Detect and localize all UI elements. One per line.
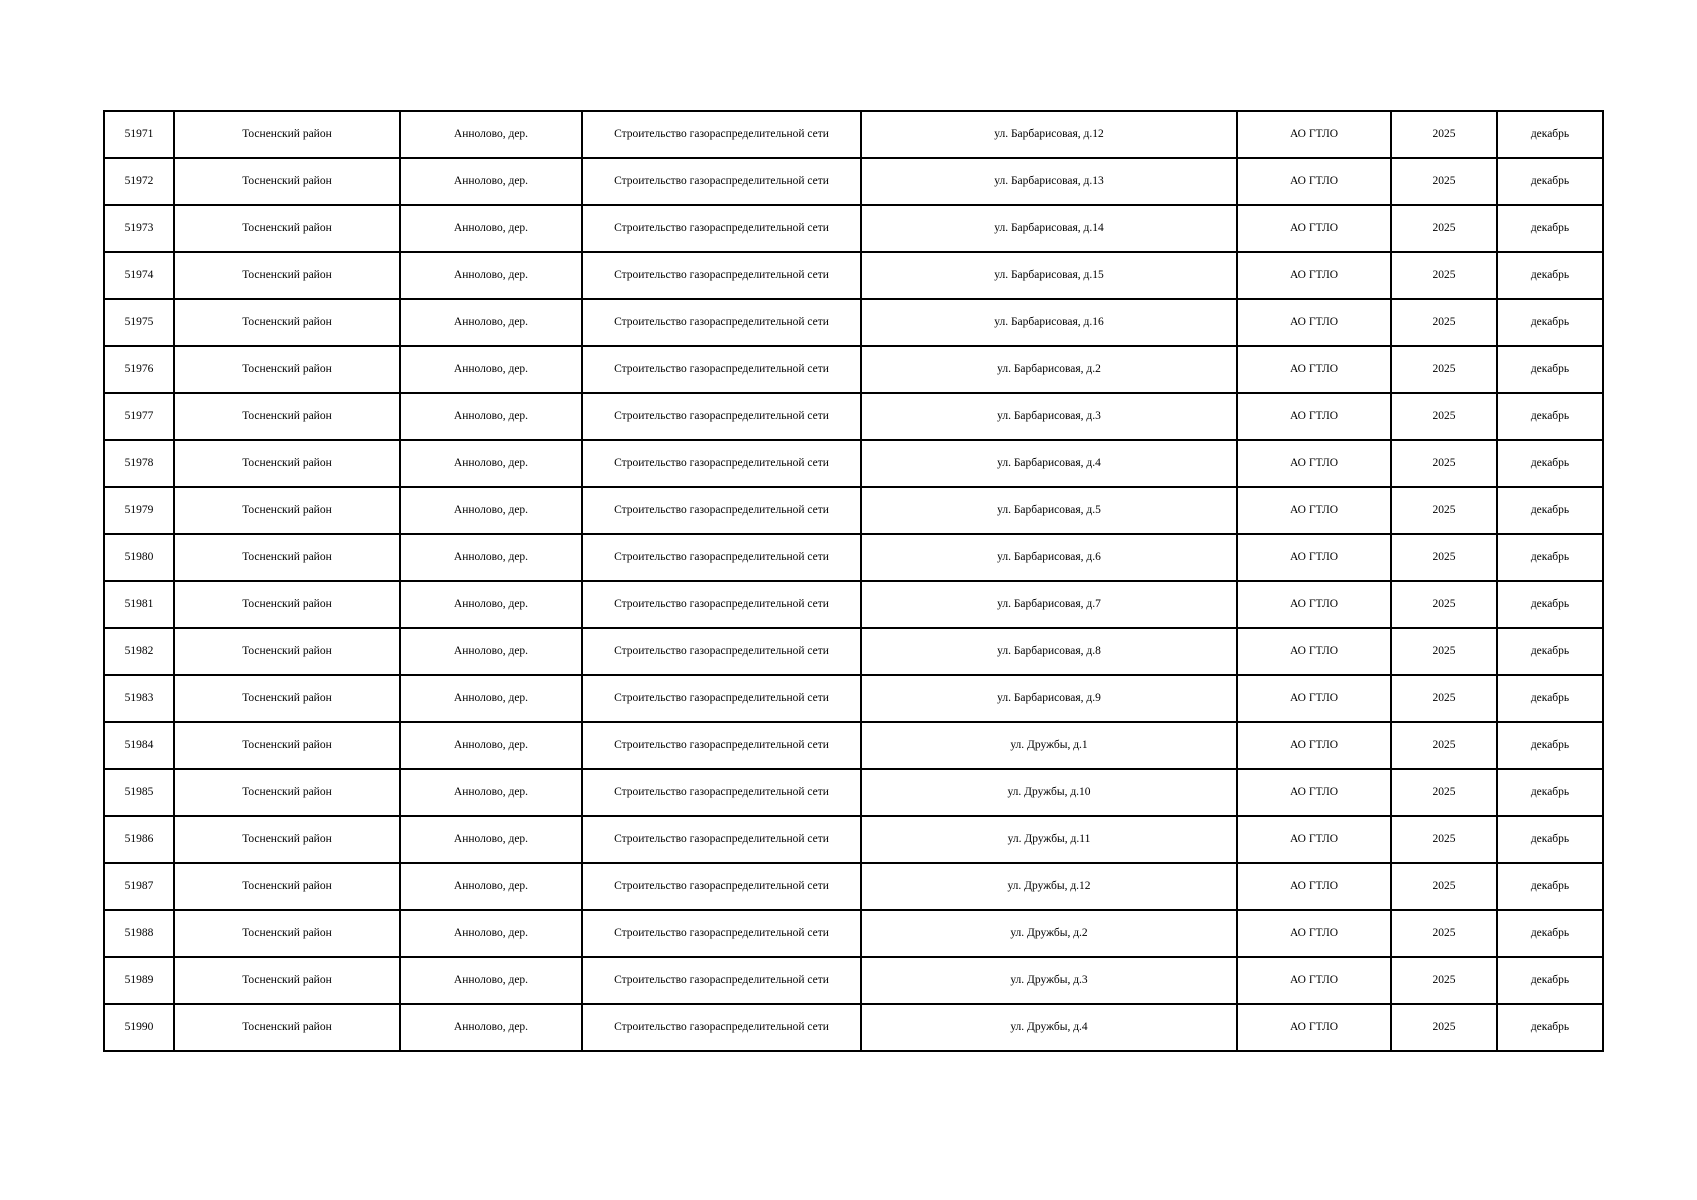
settlement-cell: Аннолово, дер.: [400, 722, 582, 769]
row-number-cell: 51984: [104, 722, 174, 769]
table-row: [104, 440, 1603, 487]
work-type-cell: Строительство газораспределительной сети: [582, 863, 861, 910]
district-cell: Тосненский район: [174, 487, 400, 534]
address-cell: ул. Дружбы, д.12: [861, 863, 1237, 910]
year-cell: 2025: [1391, 252, 1497, 299]
district-cell: Тосненский район: [174, 534, 400, 581]
table-row: [104, 910, 1603, 957]
month-cell: декабрь: [1497, 957, 1603, 1004]
district-cell: Тосненский район: [174, 440, 400, 487]
work-type-cell: Строительство газораспределительной сети: [582, 299, 861, 346]
organization-cell: АО ГТЛО: [1237, 205, 1391, 252]
year-cell: 2025: [1391, 581, 1497, 628]
table-row: [104, 816, 1603, 863]
work-type-cell: Строительство газораспределительной сети: [582, 487, 861, 534]
row-number-cell: 51980: [104, 534, 174, 581]
row-number-cell: 51983: [104, 675, 174, 722]
month-cell: декабрь: [1497, 299, 1603, 346]
month-cell: декабрь: [1497, 440, 1603, 487]
month-cell: декабрь: [1497, 534, 1603, 581]
settlement-cell: Аннолово, дер.: [400, 957, 582, 1004]
organization-cell: АО ГТЛО: [1237, 863, 1391, 910]
work-type-cell: Строительство газораспределительной сети: [582, 205, 861, 252]
work-type-cell: Строительство газораспределительной сети: [582, 910, 861, 957]
settlement-cell: Аннолово, дер.: [400, 205, 582, 252]
settlement-cell: Аннолово, дер.: [400, 675, 582, 722]
settlement-cell: Аннолово, дер.: [400, 393, 582, 440]
year-cell: 2025: [1391, 487, 1497, 534]
row-number-cell: 51989: [104, 957, 174, 1004]
table-row: [104, 299, 1603, 346]
district-cell: Тосненский район: [174, 957, 400, 1004]
organization-cell: АО ГТЛО: [1237, 910, 1391, 957]
address-cell: ул. Барбарисовая, д.9: [861, 675, 1237, 722]
month-cell: декабрь: [1497, 252, 1603, 299]
settlement-cell: Аннолово, дер.: [400, 628, 582, 675]
address-cell: ул. Дружбы, д.2: [861, 910, 1237, 957]
district-cell: Тосненский район: [174, 910, 400, 957]
year-cell: 2025: [1391, 628, 1497, 675]
schedule-table: [103, 110, 1604, 1052]
year-cell: 2025: [1391, 440, 1497, 487]
month-cell: декабрь: [1497, 675, 1603, 722]
settlement-cell: Аннолово, дер.: [400, 111, 582, 158]
work-type-cell: Строительство газораспределительной сети: [582, 534, 861, 581]
organization-cell: АО ГТЛО: [1237, 769, 1391, 816]
month-cell: декабрь: [1497, 910, 1603, 957]
table-row: [104, 769, 1603, 816]
work-type-cell: Строительство газораспределительной сети: [582, 675, 861, 722]
row-number-cell: 51986: [104, 816, 174, 863]
settlement-cell: Аннолово, дер.: [400, 581, 582, 628]
work-type-cell: Строительство газораспределительной сети: [582, 581, 861, 628]
settlement-cell: Аннолово, дер.: [400, 158, 582, 205]
settlement-cell: Аннолово, дер.: [400, 299, 582, 346]
work-type-cell: Строительство газораспределительной сети: [582, 111, 861, 158]
settlement-cell: Аннолово, дер.: [400, 863, 582, 910]
row-number-cell: 51988: [104, 910, 174, 957]
year-cell: 2025: [1391, 816, 1497, 863]
table-row: [104, 957, 1603, 1004]
row-number-cell: 51990: [104, 1004, 174, 1051]
row-number-cell: 51987: [104, 863, 174, 910]
year-cell: 2025: [1391, 769, 1497, 816]
year-cell: 2025: [1391, 1004, 1497, 1051]
district-cell: Тосненский район: [174, 675, 400, 722]
address-cell: ул. Барбарисовая, д.5: [861, 487, 1237, 534]
settlement-cell: Аннолово, дер.: [400, 252, 582, 299]
organization-cell: АО ГТЛО: [1237, 675, 1391, 722]
address-cell: ул. Барбарисовая, д.2: [861, 346, 1237, 393]
work-type-cell: Строительство газораспределительной сети: [582, 1004, 861, 1051]
district-cell: Тосненский район: [174, 393, 400, 440]
month-cell: декабрь: [1497, 769, 1603, 816]
address-cell: ул. Дружбы, д.1: [861, 722, 1237, 769]
month-cell: декабрь: [1497, 628, 1603, 675]
table-row: [104, 863, 1603, 910]
work-type-cell: Строительство газораспределительной сети: [582, 440, 861, 487]
organization-cell: АО ГТЛО: [1237, 299, 1391, 346]
work-type-cell: Строительство газораспределительной сети: [582, 346, 861, 393]
settlement-cell: Аннолово, дер.: [400, 769, 582, 816]
district-cell: Тосненский район: [174, 816, 400, 863]
address-cell: ул. Дружбы, д.4: [861, 1004, 1237, 1051]
settlement-cell: Аннолово, дер.: [400, 440, 582, 487]
organization-cell: АО ГТЛО: [1237, 722, 1391, 769]
month-cell: декабрь: [1497, 111, 1603, 158]
row-number-cell: 51973: [104, 205, 174, 252]
organization-cell: АО ГТЛО: [1237, 581, 1391, 628]
settlement-cell: Аннолово, дер.: [400, 910, 582, 957]
address-cell: ул. Барбарисовая, д.16: [861, 299, 1237, 346]
address-cell: ул. Барбарисовая, д.13: [861, 158, 1237, 205]
year-cell: 2025: [1391, 863, 1497, 910]
month-cell: декабрь: [1497, 863, 1603, 910]
row-number-cell: 51975: [104, 299, 174, 346]
work-type-cell: Строительство газораспределительной сети: [582, 252, 861, 299]
month-cell: декабрь: [1497, 722, 1603, 769]
table-row: [104, 393, 1603, 440]
district-cell: Тосненский район: [174, 863, 400, 910]
address-cell: ул. Дружбы, д.3: [861, 957, 1237, 1004]
row-number-cell: 51982: [104, 628, 174, 675]
district-cell: Тосненский район: [174, 111, 400, 158]
row-number-cell: 51979: [104, 487, 174, 534]
year-cell: 2025: [1391, 722, 1497, 769]
month-cell: декабрь: [1497, 1004, 1603, 1051]
year-cell: 2025: [1391, 910, 1497, 957]
row-number-cell: 51972: [104, 158, 174, 205]
table-row: [104, 675, 1603, 722]
district-cell: Тосненский район: [174, 769, 400, 816]
district-cell: Тосненский район: [174, 628, 400, 675]
table-row: [104, 205, 1603, 252]
table-row: [104, 1004, 1603, 1051]
row-number-cell: 51985: [104, 769, 174, 816]
year-cell: 2025: [1391, 299, 1497, 346]
table-row: [104, 158, 1603, 205]
settlement-cell: Аннолово, дер.: [400, 346, 582, 393]
address-cell: ул. Барбарисовая, д.12: [861, 111, 1237, 158]
year-cell: 2025: [1391, 957, 1497, 1004]
month-cell: декабрь: [1497, 816, 1603, 863]
district-cell: Тосненский район: [174, 252, 400, 299]
district-cell: Тосненский район: [174, 1004, 400, 1051]
row-number-cell: 51977: [104, 393, 174, 440]
year-cell: 2025: [1391, 534, 1497, 581]
organization-cell: АО ГТЛО: [1237, 957, 1391, 1004]
organization-cell: АО ГТЛО: [1237, 252, 1391, 299]
year-cell: 2025: [1391, 393, 1497, 440]
organization-cell: АО ГТЛО: [1237, 440, 1391, 487]
year-cell: 2025: [1391, 111, 1497, 158]
work-type-cell: Строительство газораспределительной сети: [582, 393, 861, 440]
organization-cell: АО ГТЛО: [1237, 393, 1391, 440]
month-cell: декабрь: [1497, 158, 1603, 205]
district-cell: Тосненский район: [174, 722, 400, 769]
address-cell: ул. Барбарисовая, д.8: [861, 628, 1237, 675]
organization-cell: АО ГТЛО: [1237, 534, 1391, 581]
year-cell: 2025: [1391, 158, 1497, 205]
address-cell: ул. Барбарисовая, д.3: [861, 393, 1237, 440]
organization-cell: АО ГТЛО: [1237, 158, 1391, 205]
row-number-cell: 51981: [104, 581, 174, 628]
year-cell: 2025: [1391, 675, 1497, 722]
row-number-cell: 51974: [104, 252, 174, 299]
address-cell: ул. Барбарисовая, д.7: [861, 581, 1237, 628]
organization-cell: АО ГТЛО: [1237, 628, 1391, 675]
address-cell: ул. Барбарисовая, д.6: [861, 534, 1237, 581]
row-number-cell: 51971: [104, 111, 174, 158]
district-cell: Тосненский район: [174, 299, 400, 346]
table-row: [104, 722, 1603, 769]
month-cell: декабрь: [1497, 393, 1603, 440]
organization-cell: АО ГТЛО: [1237, 1004, 1391, 1051]
address-cell: ул. Барбарисовая, д.15: [861, 252, 1237, 299]
month-cell: декабрь: [1497, 487, 1603, 534]
address-cell: ул. Барбарисовая, д.4: [861, 440, 1237, 487]
address-cell: ул. Дружбы, д.10: [861, 769, 1237, 816]
organization-cell: АО ГТЛО: [1237, 816, 1391, 863]
settlement-cell: Аннолово, дер.: [400, 1004, 582, 1051]
settlement-cell: Аннолово, дер.: [400, 487, 582, 534]
month-cell: декабрь: [1497, 346, 1603, 393]
settlement-cell: Аннолово, дер.: [400, 534, 582, 581]
district-cell: Тосненский район: [174, 581, 400, 628]
table-body: [104, 111, 1603, 1051]
address-cell: ул. Дружбы, д.11: [861, 816, 1237, 863]
work-type-cell: Строительство газораспределительной сети: [582, 722, 861, 769]
table-row: [104, 628, 1603, 675]
work-type-cell: Строительство газораспределительной сети: [582, 628, 861, 675]
table-row: [104, 346, 1603, 393]
table-row: [104, 581, 1603, 628]
table-row: [104, 534, 1603, 581]
table-row: [104, 487, 1603, 534]
organization-cell: АО ГТЛО: [1237, 111, 1391, 158]
month-cell: декабрь: [1497, 205, 1603, 252]
work-type-cell: Строительство газораспределительной сети: [582, 158, 861, 205]
district-cell: Тосненский район: [174, 158, 400, 205]
row-number-cell: 51978: [104, 440, 174, 487]
work-type-cell: Строительство газораспределительной сети: [582, 769, 861, 816]
district-cell: Тосненский район: [174, 346, 400, 393]
work-type-cell: Строительство газораспределительной сети: [582, 816, 861, 863]
organization-cell: АО ГТЛО: [1237, 487, 1391, 534]
row-number-cell: 51976: [104, 346, 174, 393]
table-row: [104, 252, 1603, 299]
year-cell: 2025: [1391, 205, 1497, 252]
district-cell: Тосненский район: [174, 205, 400, 252]
year-cell: 2025: [1391, 346, 1497, 393]
organization-cell: АО ГТЛО: [1237, 346, 1391, 393]
work-type-cell: Строительство газораспределительной сети: [582, 957, 861, 1004]
address-cell: ул. Барбарисовая, д.14: [861, 205, 1237, 252]
month-cell: декабрь: [1497, 581, 1603, 628]
table-row: [104, 111, 1603, 158]
settlement-cell: Аннолово, дер.: [400, 816, 582, 863]
